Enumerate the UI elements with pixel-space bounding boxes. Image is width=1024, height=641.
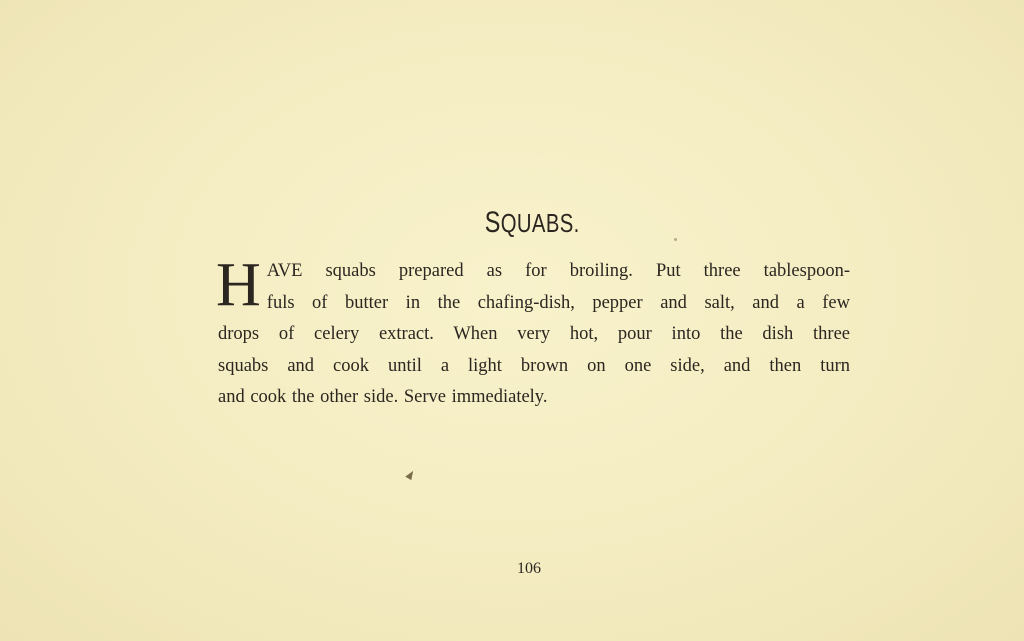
paragraph-line: and cook the other side. Serve immediately. [218, 387, 548, 407]
title-initial: S [484, 206, 501, 239]
title-remainder: QUABS. [500, 208, 580, 238]
paragraph-line: squabs and cook until a light brown on one side, and then turn [218, 355, 850, 376]
ink-speck [405, 469, 416, 480]
paper-blemish [674, 238, 677, 241]
paragraph-line: AVE squabs prepared as for broiling. Put three tablespoon- [266, 261, 850, 281]
recipe-title [117, 206, 947, 240]
paragraph-line: fuls of butter in the chafing-dish, pepper and salt, and a few [266, 292, 850, 313]
recipe-paragraph [216, 251, 850, 414]
paragraph-line: drops of celery extract. When very hot, pour into the dish three [218, 324, 850, 344]
page-number: 106 [517, 560, 541, 577]
drop-cap: H [216, 251, 261, 319]
